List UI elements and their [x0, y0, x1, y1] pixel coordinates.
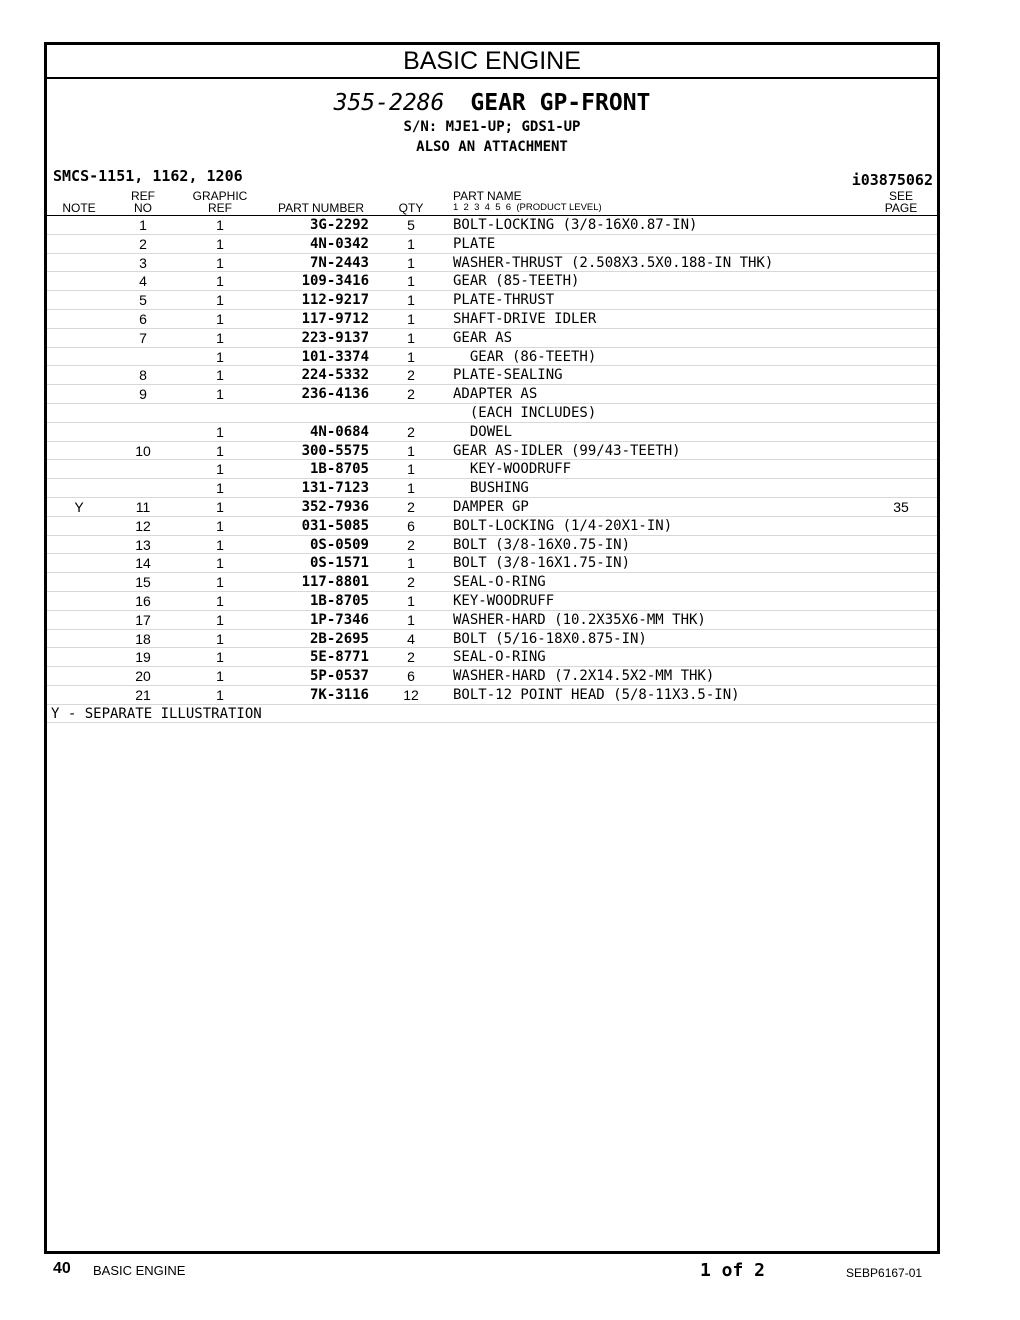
header-graphic-ref-1: GRAPHIC [192, 189, 248, 203]
cell-part-number: 101-3374 [301, 348, 369, 365]
cell-part-number: 7K-3116 [309, 686, 369, 703]
header-see-1: SEE [888, 189, 913, 203]
cell-part-number: 117-9712 [301, 310, 369, 327]
cell-part-name: WASHER-HARD (7.2X14.5X2-MM THK) [453, 668, 715, 685]
cell-part-name: GEAR (85-TEETH) [453, 273, 580, 290]
cell-qty: 2 [407, 386, 415, 403]
cell-ref-no: 12 [135, 517, 151, 534]
cell-part-name: SHAFT-DRIVE IDLER [453, 310, 597, 327]
cell-part-name: PLATE-SEALING [453, 367, 563, 384]
cell-graphic-ref: 1 [216, 423, 224, 440]
cell-part-name: WASHER-HARD (10.2X35X6-MM THK) [453, 611, 706, 628]
cell-part-number: 0S-0509 [309, 536, 369, 553]
cell-part-name: KEY-WOODRUFF [453, 461, 572, 478]
cell-part-number: 1P-7346 [309, 611, 369, 628]
cell-part-number: 4N-0684 [309, 423, 369, 440]
cell-part-number: 109-3416 [301, 273, 369, 290]
cell-ref-no: 4 [139, 273, 147, 290]
table-row [47, 498, 937, 517]
document-id: SEBP6167-01 [846, 1266, 923, 1280]
cell-graphic-ref: 1 [216, 273, 224, 290]
table-row [47, 611, 937, 630]
cell-qty: 2 [407, 423, 415, 440]
cell-ref-no: 2 [139, 235, 147, 252]
cell-ref-no: 8 [139, 367, 147, 384]
header-product-levels: 1 2 3 4 5 6 (PRODUCT LEVEL) [453, 202, 602, 213]
cell-qty: 2 [407, 367, 415, 384]
header-see-2: PAGE [884, 201, 918, 215]
cell-part-number: 224-5332 [301, 367, 369, 384]
cell-graphic-ref: 1 [216, 329, 224, 346]
cell-qty: 1 [407, 592, 415, 609]
cell-ref-no: 18 [135, 630, 151, 647]
group-title [47, 89, 937, 117]
table-row [47, 348, 937, 367]
attachment-note: ALSO AN ATTACHMENT [416, 139, 568, 155]
cell-graphic-ref: 1 [216, 461, 224, 478]
cell-part-number: 300-5575 [301, 442, 369, 459]
cell-part-name: BOLT-LOCKING (3/8-16X0.87-IN) [453, 217, 698, 233]
cell-qty: 2 [407, 536, 415, 553]
cell-qty: 1 [407, 329, 415, 346]
table-row [47, 404, 937, 423]
cell-graphic-ref: 1 [216, 310, 224, 327]
cell-part-name: SEAL-O-RING [453, 574, 546, 591]
cell-ref-no: 5 [139, 292, 147, 309]
cell-graphic-ref: 1 [216, 574, 224, 591]
cell-qty: 1 [407, 555, 415, 572]
cell-ref-no: 1 [139, 217, 147, 233]
cell-ref-no: 10 [135, 442, 151, 459]
cell-graphic-ref: 1 [216, 217, 224, 233]
footnote-text: Y - SEPARATE ILLUSTRATION [51, 705, 262, 722]
cell-qty: 1 [407, 254, 415, 271]
cell-part-number: 2B-2695 [309, 630, 369, 647]
cell-part-number: 236-4136 [301, 386, 369, 403]
table-row [47, 667, 937, 686]
cell-ref-no: 11 [135, 498, 151, 515]
header-ref-1: REF [131, 189, 155, 203]
cell-graphic-ref: 1 [216, 480, 224, 497]
cell-qty: 1 [407, 611, 415, 628]
cell-ref-no: 3 [139, 254, 147, 271]
cell-ref-no: 6 [139, 310, 147, 327]
table-row [47, 216, 937, 235]
header-graphic-ref-2: REF [208, 201, 232, 215]
parts-page-frame [44, 42, 940, 1254]
header-note: NOTE [62, 201, 96, 215]
cell-qty: 4 [407, 630, 415, 647]
table-row [47, 479, 937, 498]
cell-graphic-ref: 1 [216, 498, 224, 515]
cell-qty: 1 [407, 461, 415, 478]
cell-part-number: 0S-1571 [309, 555, 369, 572]
cell-graphic-ref: 1 [216, 348, 224, 365]
meta-line [47, 167, 937, 189]
cell-part-name: PLATE-THRUST [453, 292, 555, 309]
table-row [47, 272, 937, 291]
table-row [47, 517, 937, 536]
cell-qty: 2 [407, 498, 415, 515]
cell-part-number: 131-7123 [301, 480, 369, 497]
cell-part-name: GEAR AS-IDLER (99/43-TEETH) [453, 442, 681, 459]
sheet-counter: 1 of 2 [700, 1260, 766, 1281]
cell-qty: 1 [407, 235, 415, 252]
cell-graphic-ref: 1 [216, 686, 224, 703]
cell-graphic-ref: 1 [216, 536, 224, 553]
cell-part-name: BOLT (5/16-18X0.875-IN) [453, 630, 647, 647]
cell-qty: 1 [407, 292, 415, 309]
cell-see-page: 35 [893, 498, 909, 515]
table-row [47, 235, 937, 254]
footnote [47, 705, 937, 723]
cell-part-name: BOLT (3/8-16X0.75-IN) [453, 536, 631, 553]
cell-graphic-ref: 1 [216, 292, 224, 309]
cell-graphic-ref: 1 [216, 592, 224, 609]
cell-part-name: GEAR AS [453, 329, 513, 346]
parts-table-body [47, 216, 937, 705]
section-title: BASIC ENGINE [47, 45, 937, 79]
cell-qty: 6 [407, 668, 415, 685]
illustration-id: i03875062 [851, 171, 933, 189]
cell-part-name: BOLT-12 POINT HEAD (5/8-11X3.5-IN) [453, 686, 740, 703]
cell-graphic-ref: 1 [216, 649, 224, 666]
cell-note: Y [74, 498, 84, 515]
cell-ref-no: 13 [135, 536, 151, 553]
cell-graphic-ref: 1 [216, 442, 224, 459]
cell-qty: 5 [407, 217, 415, 233]
cell-ref-no: 16 [135, 592, 151, 609]
cell-ref-no: 17 [135, 611, 151, 628]
group-part-number: 355-2286 [333, 90, 445, 116]
cell-qty: 1 [407, 348, 415, 365]
table-header [47, 189, 937, 216]
cell-part-number: 352-7936 [301, 498, 369, 515]
cell-qty: 12 [403, 686, 419, 703]
cell-part-name: DAMPER GP [453, 498, 529, 515]
cell-graphic-ref: 1 [216, 517, 224, 534]
cell-ref-no: 20 [135, 668, 151, 685]
cell-graphic-ref: 1 [216, 235, 224, 252]
table-row [47, 423, 937, 442]
header-qty: QTY [398, 201, 424, 215]
table-row [47, 460, 937, 479]
cell-ref-no: 19 [135, 649, 151, 666]
cell-part-number: 112-9217 [301, 292, 369, 309]
cell-part-name: ADAPTER AS [453, 386, 538, 403]
cell-part-name: DOWEL [453, 423, 513, 440]
cell-part-number: 5E-8771 [309, 649, 369, 666]
cell-graphic-ref: 1 [216, 555, 224, 572]
cell-part-number: 7N-2443 [309, 254, 369, 271]
header-ref-2: NO [134, 201, 152, 215]
table-row [47, 291, 937, 310]
cell-part-name: SEAL-O-RING [453, 649, 546, 666]
cell-graphic-ref: 1 [216, 630, 224, 647]
cell-part-number: 3G-2292 [309, 217, 369, 233]
cell-graphic-ref: 1 [216, 611, 224, 628]
table-row [47, 554, 937, 573]
cell-qty: 2 [407, 574, 415, 591]
cell-part-name: PLATE [453, 235, 496, 252]
group-name: GEAR GP-FRONT [470, 90, 651, 116]
cell-part-name: WASHER-THRUST (2.508X3.5X0.188-IN THK) [453, 254, 774, 271]
smcs-codes: SMCS-1151, 1162, 1206 [53, 167, 243, 185]
cell-part-name: BOLT (3/8-16X1.75-IN) [453, 555, 631, 572]
table-row [47, 329, 937, 348]
cell-graphic-ref: 1 [216, 367, 224, 384]
cell-part-number: 031-5085 [301, 517, 369, 534]
table-row [47, 648, 937, 667]
page-footer [0, 1258, 1020, 1288]
cell-part-number: 117-8801 [301, 574, 369, 591]
table-row [47, 630, 937, 649]
table-row [47, 573, 937, 592]
cell-part-number: 1B-8705 [309, 461, 369, 478]
cell-ref-no: 9 [139, 386, 147, 403]
cell-qty: 1 [407, 480, 415, 497]
table-row [47, 366, 937, 385]
page-number: 40 [53, 1260, 71, 1277]
cell-part-name: (EACH INCLUDES) [453, 404, 597, 421]
table-row [47, 254, 937, 273]
footer-section: BASIC ENGINE [93, 1263, 186, 1278]
cell-qty: 1 [407, 273, 415, 290]
cell-ref-no: 7 [139, 329, 147, 346]
cell-part-number: 4N-0342 [309, 235, 369, 252]
table-row [47, 442, 937, 461]
table-row [47, 310, 937, 329]
cell-part-name: BOLT-LOCKING (1/4-20X1-IN) [453, 517, 673, 534]
table-row [47, 686, 937, 705]
cell-part-number: 5P-0537 [309, 668, 369, 685]
table-row [47, 385, 937, 404]
cell-graphic-ref: 1 [216, 254, 224, 271]
header-part-number: PART NUMBER [278, 201, 365, 215]
cell-graphic-ref: 1 [216, 386, 224, 403]
cell-ref-no: 21 [135, 686, 151, 703]
header-part-name: PART NAME [453, 189, 522, 203]
serial-range: S/N: MJE1-UP; GDS1-UP [403, 119, 581, 135]
cell-ref-no: 14 [135, 555, 151, 572]
cell-qty: 1 [407, 442, 415, 459]
cell-part-number: 223-9137 [301, 329, 369, 346]
table-row [47, 592, 937, 611]
cell-part-number: 1B-8705 [309, 592, 369, 609]
cell-part-name: BUSHING [453, 480, 529, 497]
cell-qty: 1 [407, 310, 415, 327]
cell-part-name: KEY-WOODRUFF [453, 592, 555, 609]
cell-part-name: GEAR (86-TEETH) [453, 348, 597, 365]
cell-qty: 6 [407, 517, 415, 534]
cell-qty: 2 [407, 649, 415, 666]
cell-graphic-ref: 1 [216, 668, 224, 685]
table-row [47, 536, 937, 555]
cell-ref-no: 15 [135, 574, 151, 591]
